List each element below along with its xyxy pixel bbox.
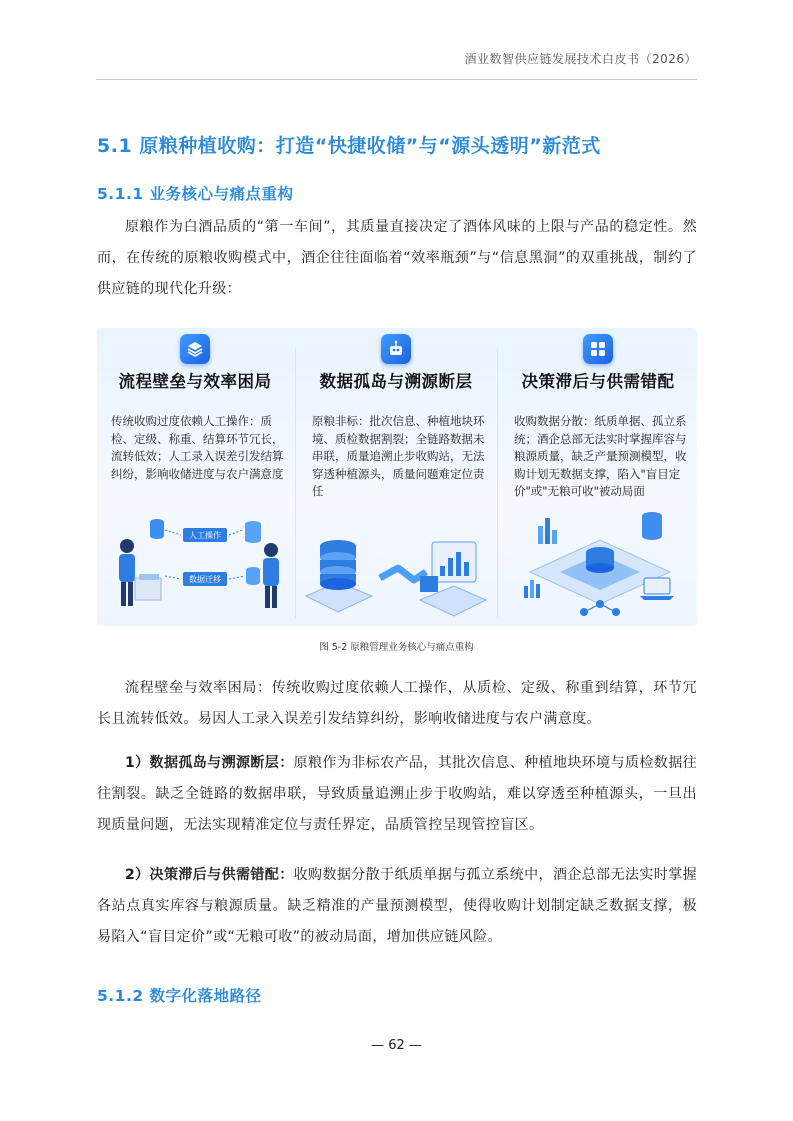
section-heading: 5.1 原粮种植收购：打造“快捷收储”与“源头透明”新范式 [97, 135, 601, 157]
panel-body: 收购数据分散：纸质单据、孤立系统；酒企总部无法实时掌握库容与粮源质量，缺乏产量预测模型，收购计划无数据支撑，陷入"盲目定价"或"无粮可收"被动局面 [514, 414, 687, 498]
header-rule [96, 79, 697, 80]
intro-paragraph: 原粮作为白酒品质的“第一车间”，其质量直接决定了酒体风味的上限与产品的稳定性。然而，在传统的原粮收购模式中，酒企往往面临着“效率瓶颈”与“信息黑洞”的双重挑战，制约了供应链的现代化升级： [97, 219, 697, 297]
panel-divider [497, 348, 498, 618]
paragraph-lead: 2）决策滞后与供需错配： [125, 867, 294, 883]
paragraph-text: 原粮作为非标农产品，其批次信息、种植地块环境与质检数据往往割裂。缺乏全链路的数据串联，导致质量追溯止步于收购站，难以穿透至种植源头，一旦出现质量问题，无法实现精准定位与责任界定，品质管控呈现管控盲区。 [97, 755, 697, 833]
figure-pain-points [97, 328, 697, 626]
data-silo-illustration [302, 524, 488, 620]
panel-title: 决策滞后与供需错配 [521, 372, 675, 391]
figure-caption: 图 5-2 原粮管理业务核心与痛点重构 [319, 642, 474, 653]
paragraph-decision-lag [97, 860, 697, 953]
grid-apps-icon [583, 334, 613, 364]
subsection-heading-next: 5.1.2 数字化落地路径 [97, 987, 262, 1005]
running-header: 酒业数智供应链发展技术白皮书（2026） [464, 52, 697, 66]
paragraph-process-barrier: 流程壁垒与效率困局：传统收购过度依赖人工操作，从质检、定级、称重到结算，环节冗长且流转低效。易因人工录入误差引发结算纠纷，影响收储进度与农户满意度。 [97, 680, 697, 727]
paragraph-data-silo [97, 748, 697, 841]
panel-body: 原粮非标：批次信息、种植地块环境、质检数据割裂；全链路数据未串联，质量追溯止步收购站，无法穿透种植源头，质量问题难定位责任 [312, 414, 485, 498]
manual-operation-illustration [105, 516, 285, 624]
robot-icon [381, 334, 411, 364]
panel-title: 数据孤岛与溯源断层 [319, 372, 473, 391]
layers-icon [180, 334, 210, 364]
panel-decision-lag [500, 328, 690, 626]
label-data: 数据迁移 [189, 575, 221, 584]
panel-divider [295, 348, 296, 618]
paragraph-lead: 1）数据孤岛与溯源断层： [125, 755, 294, 771]
subsection-heading: 5.1.1 业务核心与痛点重构 [97, 185, 294, 203]
label-manual: 人工操作 [189, 531, 221, 540]
panel-process-barrier [97, 328, 287, 626]
panel-title: 流程壁垒与效率困局 [118, 372, 272, 391]
decision-hub-illustration [510, 500, 690, 622]
panel-data-silo [298, 328, 488, 626]
panel-body: 传统收购过度依赖人工操作：质检、定级、称重、结算环节冗长，流转低效；人工录入误差引发结算纠纷，影响收储进度与农户满意度 [111, 414, 284, 481]
page-number: — 62 — [371, 1038, 422, 1053]
paragraph-text: 收购数据分散于纸质单据与孤立系统中，酒企总部无法实时掌握各站点真实库容与粮源质量。缺乏精准的产量预测模型，使得收购计划制定缺乏数据支撑，极易陷入“盲目定价”或“无粮可收”的被动局面，增加供应链风险。 [97, 867, 697, 945]
